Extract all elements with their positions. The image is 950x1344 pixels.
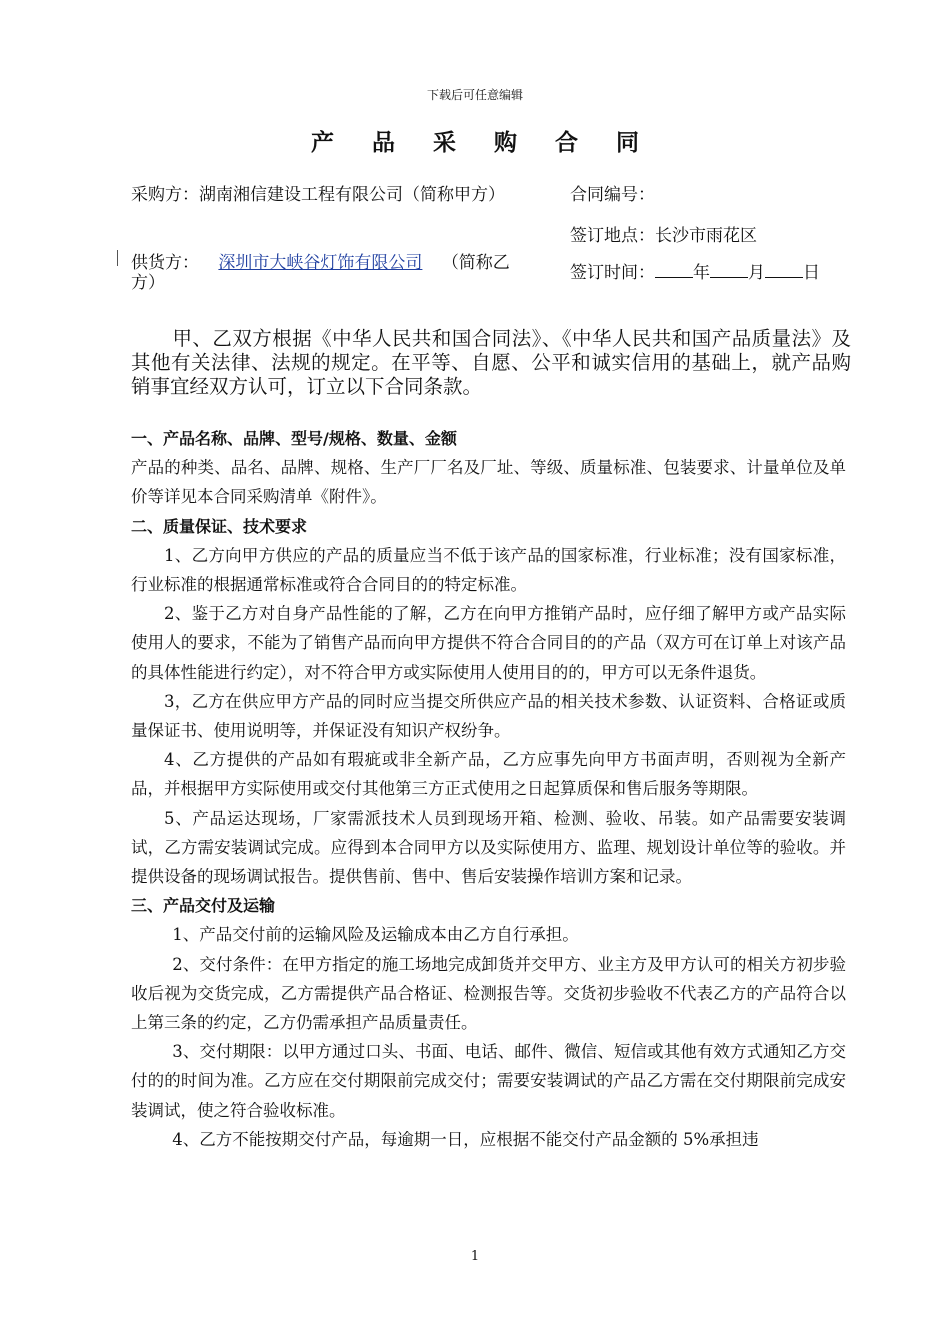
sign-time-label: 签订时间： [570,263,655,283]
day-blank[interactable] [765,263,803,278]
section-2-heading: 二、质量保证、技术要求 [131,516,308,536]
buyer-label: 采购方： [131,185,199,205]
sign-time-line [570,258,820,283]
month-label: 月 [748,263,765,283]
contract-number-label: 合同编号： [570,185,655,205]
supplier-abbr: （简称乙 [441,253,510,273]
buyer-line [131,180,505,205]
section-3-heading: 三、产品交付及运输 [131,896,276,916]
contract-body [131,424,846,1154]
section-1-paragraph: 产品的种类、品名、品牌、规格、生产厂厂名及厂址、等级、质量标准、包装要求、计量单位及单价等详见本合同采购清单《附件》。 [131,458,846,507]
intro-text: 甲、乙双方根据《中华人民共和国合同法》、《中华人民共和国产品质量法》及其他有关法律、法规的规定。在平等、自愿、公平和诚实信用的基础上，就产品购销事宜经双方认可，订立以下合同条款。 [131,327,851,398]
day-label: 日 [803,263,820,283]
header-note: 下载后可任意编辑 [426,88,523,102]
supplier-line [131,248,510,273]
supplier-label: 供货方： [131,253,199,273]
section-2-clause-1: 1、乙方向甲方供应的产品的质量应当不低于该产品的国家标准，行业标准；没有国家标准，行业标准的根据通常标准或符合合同目的的特定标准。 [131,545,846,595]
section-3-clause-2: 2、交付条件：在甲方指定的施工场地完成卸货并交甲方、业主方及甲方认可的相关方初步验收后视为交货完成，乙方需提供产品合格证、检测报告等。交货初步验收不代表乙方的产品符合以上第三条的约定，乙方仍需承担产品质量责任。 [131,954,846,1033]
year-blank[interactable] [655,263,693,278]
supplier-abbr-cont: 方） [131,273,165,293]
text-cursor-marker [117,250,118,266]
section-2-clause-3: 3，乙方在供应甲方产品的同时应当提交所供应产品的相关技术参数、认证资料、合格证或质量保证书、使用说明等，并保证没有知识产权纷争。 [131,691,846,741]
section-2-clause-4: 4、乙方提供的产品如有瑕疵或非全新产品，乙方应事先向甲方书面声明，否则视为全新产品，并根据甲方实际使用或交付其他第三方正式使用之日起算质保和售后服务等期限。 [131,750,846,799]
sign-place-line [570,221,757,246]
section-2-clause-5: 5、产品运达现场，厂家需派技术人员到现场开箱、检测、验收、吊装。如产品需要安装调试，乙方需安装调试完成。应得到本合同甲方以及实际使用方、监理、规划设计单位等的验收。并提供设备的现场调试报告。提供售前、售中、售后安装操作培训方案和记录。 [131,808,846,887]
year-label: 年 [693,263,710,283]
intro-paragraph [131,327,851,399]
section-2-clause-2: 2、鉴于乙方对自身产品性能的了解，乙方在向甲方推销产品时，应仔细了解甲方或产品实际使用人的要求，不能为了销售产品而向甲方提供不符合合同目的的产品（双方可在订单上对该产品的具体性能进行约定），对不符合甲方或实际使用人使用目的的，甲方可以无条件退货。 [131,604,846,682]
section-3-clause-3: 3、交付期限：以甲方通过口头、书面、电话、邮件、微信、短信或其他有效方式通知乙方交付的的时间为准。乙方应在交付期限前完成交付；需要安装调试的产品乙方需在交付期限前完成安装调试，使之符合验收标准。 [131,1042,846,1120]
sign-place-label: 签订地点： [570,226,655,246]
page-number: 1 [470,1249,480,1264]
sign-place-value: 长沙市雨花区 [655,226,757,246]
buyer-name: 湖南湘信建设工程有限公司（简称甲方） [199,185,505,205]
section-3-clause-4: 4、乙方不能按期交付产品，每逾期一日，应根据不能交付产品金额的 5%承担违 [172,1129,759,1149]
page-title: 产品采购合同 [311,129,677,156]
section-1-heading: 一、产品名称、品牌、型号/规格、数量、金额 [131,429,457,448]
supplier-name-link[interactable]: 深圳市大峡谷灯饰有限公司 [218,253,423,273]
section-3-clause-1: 1、产品交付前的运输风险及运输成本由乙方自行承担。 [172,925,579,945]
month-blank[interactable] [710,263,748,278]
